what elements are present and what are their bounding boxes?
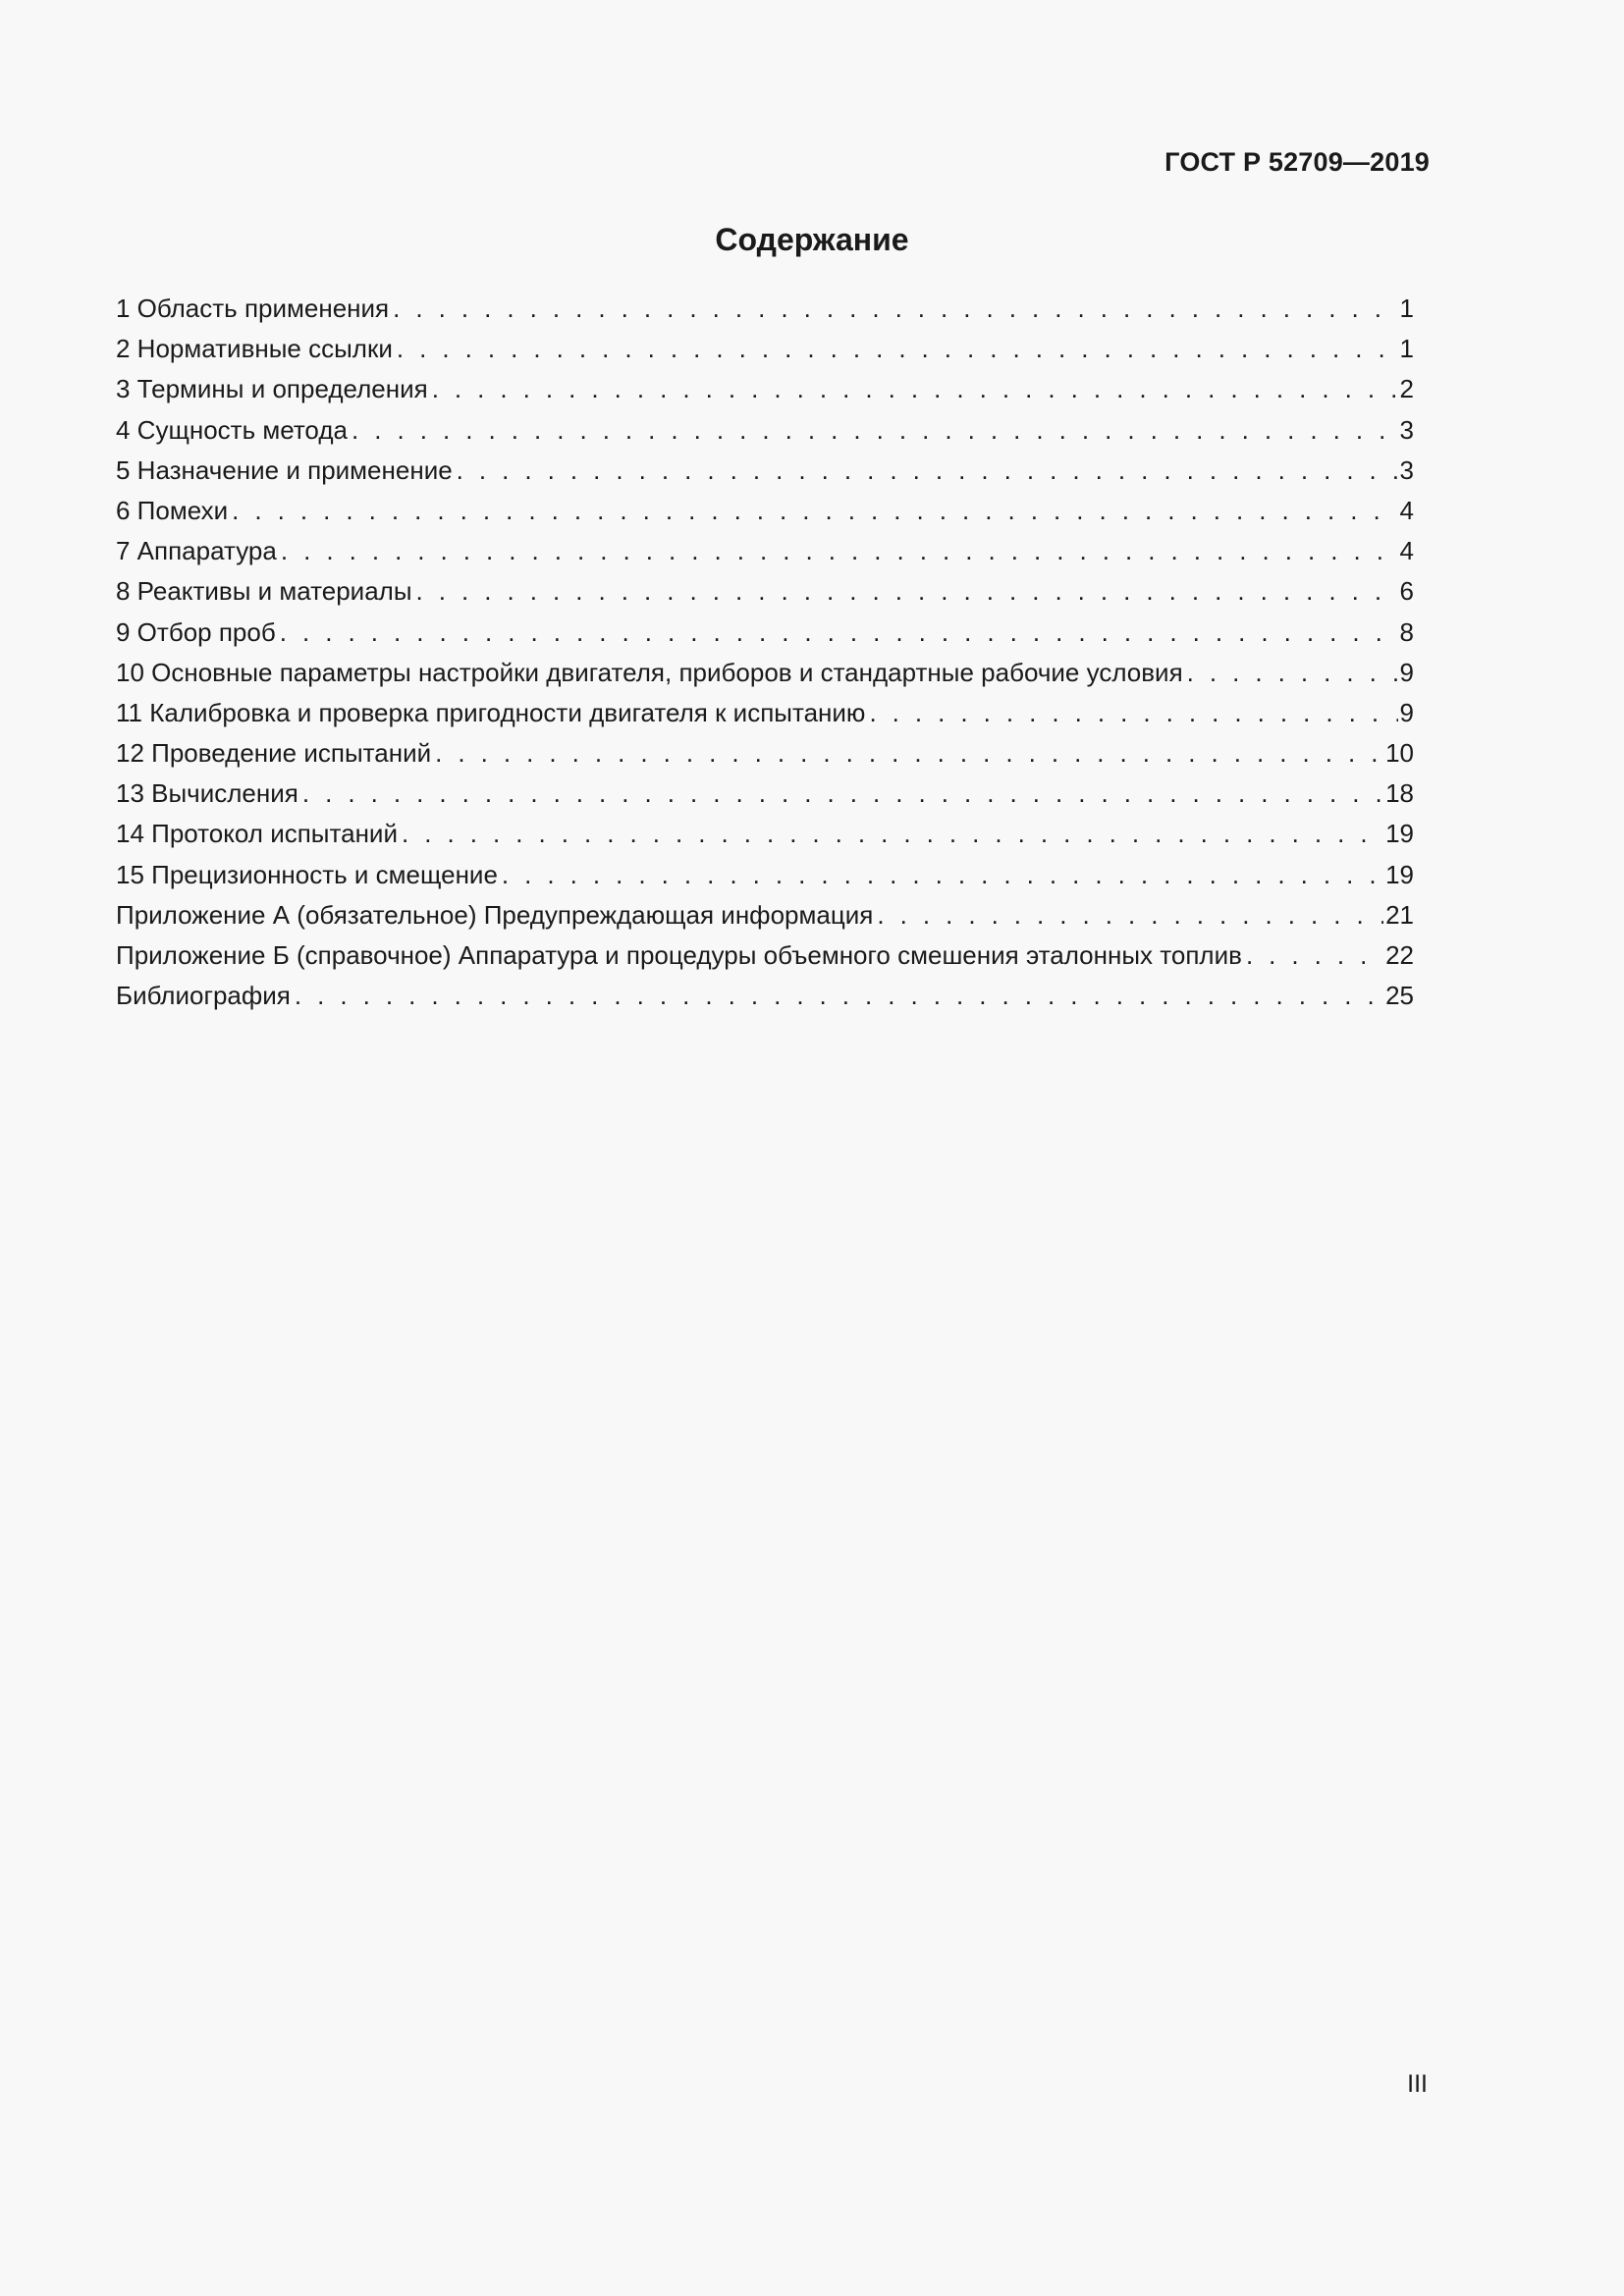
toc-entry-page: 10 (1385, 738, 1414, 769)
dot-leader (457, 455, 1398, 486)
dot-leader (352, 415, 1398, 446)
dot-leader (416, 576, 1398, 607)
toc-entry-title: 13 Вычисления (116, 778, 298, 809)
toc-entry-page: 1 (1399, 334, 1414, 364)
toc-entry-title: 9 Отбор проб (116, 616, 276, 647)
dot-leader (869, 698, 1397, 728)
dot-leader (432, 374, 1398, 404)
dot-leader (232, 496, 1397, 526)
toc-entry[interactable] (116, 576, 1414, 616)
toc-entry-title: 11 Калибровка и проверка пригодности двигателя к испытанию (116, 697, 866, 727)
dot-leader (502, 860, 1383, 890)
toc-entry-page: 18 (1385, 778, 1414, 809)
toc-title: Содержание (715, 222, 909, 257)
toc-entry-title: 8 Реактивы и материалы (116, 576, 412, 607)
toc-entry-page: 9 (1399, 697, 1414, 727)
toc-entry[interactable] (116, 374, 1414, 414)
toc-entry[interactable] (116, 658, 1414, 698)
toc-entry[interactable] (116, 698, 1414, 738)
toc-entry-title: 4 Сущность метода (116, 414, 348, 445)
toc-entry-title: Приложение Б (справочное) Аппаратура и процедуры объемного смешения эталонных топлив (116, 940, 1242, 970)
toc-entry[interactable] (116, 334, 1414, 374)
toc-entry-title: 1 Область применения (116, 294, 390, 323)
toc-entry-page: 3 (1399, 454, 1414, 485)
toc-entry-title: 7 Аппаратура (116, 536, 277, 566)
toc-entry[interactable] (116, 738, 1414, 778)
toc-entry[interactable] (116, 617, 1414, 658)
toc-entry-title: 14 Протокол испытаний (116, 819, 398, 849)
toc-entry[interactable] (116, 415, 1414, 455)
toc-entry[interactable] (116, 778, 1414, 819)
toc-entry-title: Библиография (116, 981, 291, 1011)
toc-entry-title: 15 Прецизионность и смещение (116, 859, 498, 889)
toc-entry[interactable] (116, 940, 1414, 981)
toc-entry-page: 21 (1385, 899, 1414, 930)
toc-entry-page: 1 (1399, 294, 1414, 323)
dot-leader (877, 900, 1383, 931)
toc-entry-page: 8 (1399, 616, 1414, 647)
toc-entry-page: 3 (1399, 414, 1414, 445)
toc-entry-title: 6 Помехи (116, 495, 229, 525)
toc-entry[interactable] (116, 900, 1414, 940)
toc-entry-page: 2 (1399, 374, 1414, 404)
toc-entry[interactable] (116, 496, 1414, 536)
dot-leader (281, 536, 1398, 566)
toc-entry-page: 6 (1399, 576, 1414, 607)
toc-entry-title: Приложение А (обязательное) Предупреждающая информация (116, 899, 874, 930)
table-of-contents (116, 294, 1414, 1021)
toc-entry-page: 19 (1385, 819, 1414, 849)
dot-leader (1246, 940, 1383, 971)
toc-entry-title: 12 Проведение испытаний (116, 738, 432, 769)
toc-entry[interactable] (116, 455, 1414, 496)
toc-entry-page: 4 (1399, 536, 1414, 566)
dot-leader (435, 738, 1383, 769)
document-code: ГОСТ Р 52709—2019 (1164, 147, 1430, 177)
dot-leader (397, 334, 1398, 364)
toc-entry[interactable] (116, 981, 1414, 1021)
toc-entry-title: 5 Назначение и применение (116, 454, 453, 485)
dot-leader (295, 981, 1383, 1011)
dot-leader (393, 294, 1397, 324)
toc-entry[interactable] (116, 819, 1414, 859)
toc-entry-page: 19 (1385, 859, 1414, 889)
toc-entry[interactable] (116, 536, 1414, 576)
page-number: III (1407, 2070, 1428, 2098)
toc-entry[interactable] (116, 294, 1414, 334)
toc-entry[interactable] (116, 860, 1414, 900)
toc-entry-title: 10 Основные параметры настройки двигателя, приборов и стандартные рабочие условия (116, 657, 1183, 687)
toc-entry-page: 22 (1385, 940, 1414, 970)
toc-entry-page: 4 (1399, 495, 1414, 525)
toc-entry-title: 3 Термины и определения (116, 374, 428, 404)
dot-leader (280, 617, 1398, 648)
dot-leader (1187, 658, 1398, 688)
toc-entry-page: 9 (1399, 657, 1414, 687)
dot-leader (402, 819, 1383, 849)
dot-leader (302, 778, 1383, 809)
toc-entry-title: 2 Нормативные ссылки (116, 334, 393, 364)
toc-entry-page: 25 (1385, 981, 1414, 1011)
